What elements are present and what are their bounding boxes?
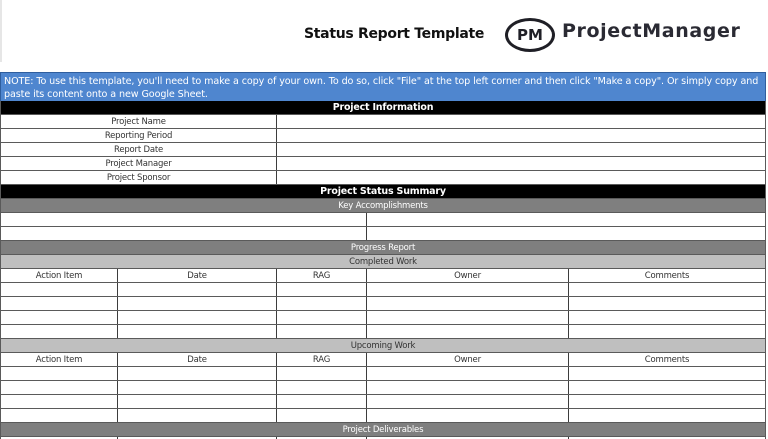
table-cell[interactable] xyxy=(569,381,765,394)
table-cell[interactable] xyxy=(118,283,277,296)
table-cell[interactable] xyxy=(277,311,367,324)
section-completed-work[interactable]: Completed Work xyxy=(0,255,766,269)
column-header-date[interactable]: Date xyxy=(118,269,277,282)
table-cell[interactable] xyxy=(1,325,118,338)
column-header-rag[interactable]: RAG xyxy=(277,353,367,366)
table-cell[interactable] xyxy=(277,367,367,380)
table-cell[interactable] xyxy=(569,311,765,324)
brand-logo-text: ProjectManager xyxy=(562,20,741,42)
table-cell[interactable] xyxy=(367,409,569,422)
table-cell[interactable] xyxy=(569,283,765,296)
table-cell[interactable] xyxy=(1,297,118,310)
completed-work-header-row xyxy=(0,269,766,283)
table-cell[interactable] xyxy=(118,381,277,394)
table-cell[interactable] xyxy=(277,325,367,338)
table-cell[interactable] xyxy=(118,325,277,338)
table-row xyxy=(0,311,766,325)
table-cell[interactable] xyxy=(1,283,118,296)
info-row xyxy=(0,115,766,129)
report-header xyxy=(0,0,768,73)
page-title: Status Report Template xyxy=(304,26,485,42)
info-label[interactable]: Report Date xyxy=(1,143,277,156)
info-row xyxy=(0,171,766,185)
table-cell[interactable] xyxy=(1,409,118,422)
table-cell[interactable] xyxy=(367,381,569,394)
table-cell[interactable] xyxy=(367,367,569,380)
table-cell[interactable] xyxy=(277,409,367,422)
accomplishment-cell[interactable] xyxy=(367,227,765,240)
accomplishment-row xyxy=(0,213,766,227)
spreadsheet xyxy=(0,72,766,439)
template-note[interactable]: NOTE: To use this template, you'll need to make a copy of your own. To do so, click "File" at the top left corner and then click "Make a copy". Or simply copy and paste its content onto a new Google Sheet. xyxy=(0,72,766,101)
table-cell[interactable] xyxy=(569,325,765,338)
info-value-cell[interactable] xyxy=(277,171,765,184)
accomplishment-row xyxy=(0,227,766,241)
column-header-action-item[interactable]: Action Item xyxy=(1,353,118,366)
info-row xyxy=(0,157,766,171)
table-cell[interactable] xyxy=(1,381,118,394)
info-row xyxy=(0,143,766,157)
table-cell[interactable] xyxy=(367,311,569,324)
table-cell[interactable] xyxy=(118,297,277,310)
column-header-comments[interactable]: Comments xyxy=(644,354,690,365)
section-project-status-summary[interactable]: Project Status Summary xyxy=(0,185,766,199)
table-row xyxy=(0,297,766,311)
table-cell[interactable] xyxy=(1,311,118,324)
table-cell[interactable] xyxy=(1,367,118,380)
accomplishment-cell[interactable] xyxy=(367,213,765,226)
accomplishment-cell[interactable] xyxy=(1,213,367,226)
table-cell[interactable] xyxy=(277,283,367,296)
table-cell[interactable] xyxy=(569,395,765,408)
table-cell[interactable] xyxy=(1,395,118,408)
info-value-cell[interactable] xyxy=(277,143,765,156)
accomplishment-cell[interactable] xyxy=(1,227,367,240)
info-label[interactable]: Project Sponsor xyxy=(1,171,277,184)
table-cell[interactable] xyxy=(569,409,765,422)
column-header-date[interactable]: Date xyxy=(118,353,277,366)
section-project-deliverables[interactable]: Project Deliverables xyxy=(0,423,766,437)
column-header-rag[interactable]: RAG xyxy=(277,269,367,282)
pm-logo-icon xyxy=(505,18,555,52)
table-row xyxy=(0,381,766,395)
info-label[interactable]: Project Name xyxy=(1,115,277,128)
table-cell[interactable] xyxy=(367,297,569,310)
logo-badge-text: PM xyxy=(517,26,543,44)
table-cell[interactable] xyxy=(277,381,367,394)
column-header-owner[interactable]: Owner xyxy=(367,353,569,366)
column-header-comments[interactable]: Comments xyxy=(644,270,690,281)
table-row xyxy=(0,283,766,297)
table-cell[interactable] xyxy=(367,283,569,296)
info-value-cell[interactable] xyxy=(277,157,765,170)
table-cell[interactable] xyxy=(118,409,277,422)
table-cell[interactable] xyxy=(569,367,765,380)
table-cell[interactable] xyxy=(367,395,569,408)
table-cell[interactable] xyxy=(367,325,569,338)
table-row xyxy=(0,395,766,409)
info-value-cell[interactable] xyxy=(277,115,765,128)
table-row xyxy=(0,367,766,381)
table-cell[interactable] xyxy=(118,395,277,408)
info-label[interactable]: Reporting Period xyxy=(1,129,277,142)
info-row xyxy=(0,129,766,143)
section-upcoming-work[interactable]: Upcoming Work xyxy=(0,339,766,353)
section-progress-report[interactable]: Progress Report xyxy=(0,241,766,255)
info-value-cell[interactable] xyxy=(277,129,765,142)
table-cell[interactable] xyxy=(277,395,367,408)
column-header-owner[interactable]: Owner xyxy=(367,269,569,282)
section-project-information[interactable]: Project Information xyxy=(0,101,766,115)
section-key-accomplishments[interactable]: Key Accomplishments xyxy=(0,199,766,213)
table-row xyxy=(0,325,766,339)
table-cell[interactable] xyxy=(118,367,277,380)
table-cell[interactable] xyxy=(277,297,367,310)
table-cell[interactable] xyxy=(118,311,277,324)
table-row xyxy=(0,409,766,423)
column-header-action-item[interactable]: Action Item xyxy=(1,269,118,282)
table-cell[interactable] xyxy=(569,297,765,310)
info-label[interactable]: Project Manager xyxy=(1,157,277,170)
upcoming-work-header-row xyxy=(0,353,766,367)
